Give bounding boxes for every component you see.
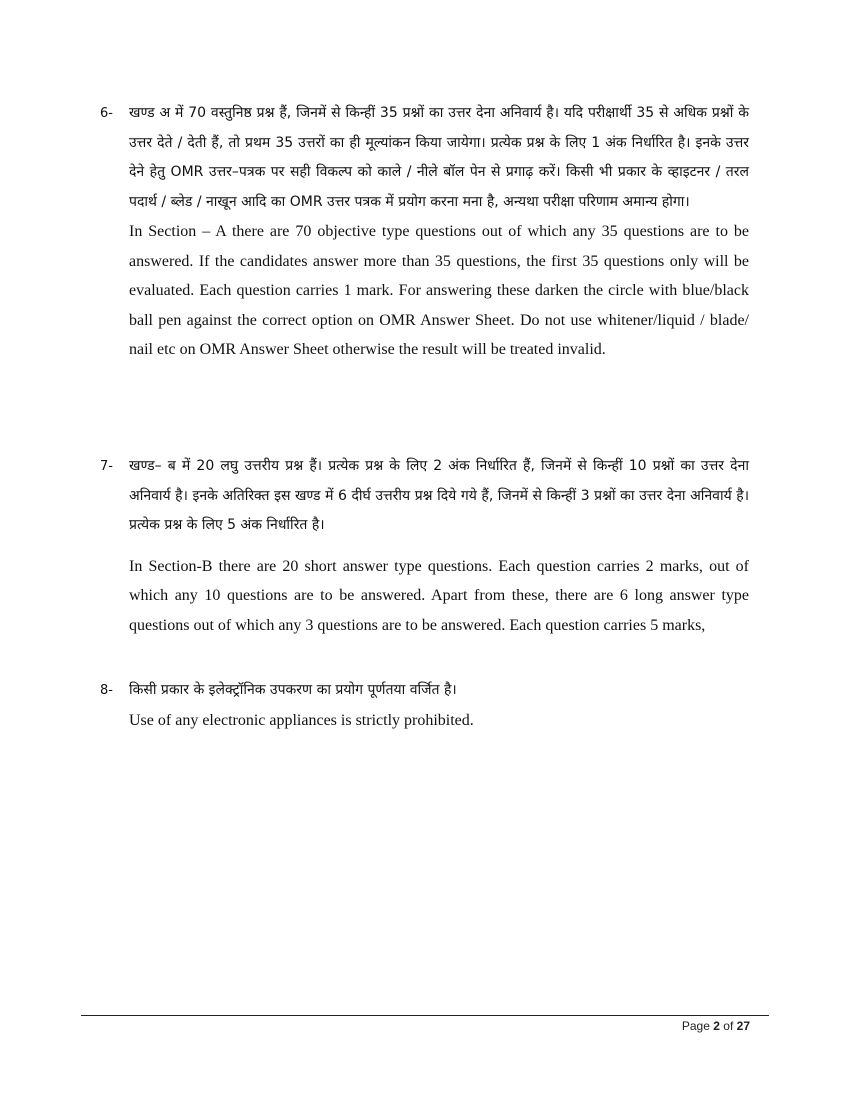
instruction-item-7 <box>100 452 755 640</box>
instruction-number: 7- <box>100 459 113 474</box>
instruction-body <box>129 452 749 640</box>
footer-divider <box>81 1015 769 1016</box>
page-label: Page <box>681 1019 710 1033</box>
instruction-body <box>129 99 749 365</box>
instruction-text-english: Use of any electronic appliances is strictly prohibited. <box>129 711 474 729</box>
instruction-text-english: In Section – A there are 70 objective type questions out of which any 35 questions are to be answered. If the candidates answer more than 35 questions, the first 35 questions only will be evaluated. Each question carries 1 mark. For answering these darken the circle with blue/black ball pen against the correct option on OMR Answer Sheet. Do not use whitener/liquid / blade/ nail etc on OMR Answer Sheet otherwise the result will be treated invalid. <box>129 223 749 358</box>
total-page-count: 27 <box>736 1019 750 1033</box>
current-page-number: 2 <box>713 1019 720 1033</box>
instruction-text-hindi: खण्ड– ब में 20 लघु उत्तरीय प्रश्न हैं। प्रत्येक प्रश्न के लिए 2 अंक निर्धारित हैं, जिनमें से किन्हीं 10 प्रश्नों का उत्तर देना अनिवार्य है। इनके अतिरिक्त इस खण्ड में 6 दीर्घ उत्तरीय प्रश्न दिये गये हैं, जिनमें से किन्हीं 3 प्रश्नों का उत्तर देना अनिवार्य है। प्रत्येक प्रश्न के लिए 5 अंक निर्धारित है। <box>129 458 749 533</box>
instruction-body <box>129 676 749 735</box>
of-label: of <box>723 1019 734 1033</box>
instruction-item-6 <box>100 99 755 365</box>
instruction-number: 8- <box>100 683 113 698</box>
instruction-text-hindi: किसी प्रकार के इलेक्ट्रॉनिक उपकरण का प्रयोग पूर्णतया वर्जित है। <box>129 682 457 698</box>
page-footer <box>682 1019 750 1033</box>
instruction-item-8 <box>100 676 755 735</box>
instruction-number: 6- <box>100 106 113 121</box>
instruction-text-hindi: खण्ड अ में 70 वस्तुनिष्ठ प्रश्न हैं, जिनमें से किन्हीं 35 प्रश्नों का उत्तर देना अनिवार्य है। यदि परीक्षार्थी 35 से अधिक प्रश्नों के उत्तर देते / देती हैं, तो प्रथम 35 उत्तरों का ही मूल्यांकन किया जायेगा। प्रत्येक प्रश्न के लिए 1 अंक निर्धारित है। इनके उत्तर देने हेतु OMR उत्तर–पत्रक पर सही विकल्प को काले / नीले बॉल पेन से प्रगाढ़ करें। किसी भी प्रकार के व्हाइटनर / तरल पदार्थ / ब्लेड / नाखून आदि का OMR उत्तर पत्रक में प्रयोग करना मना है, अन्यथा परीक्षा परिणाम अमान्य होगा। <box>129 105 749 210</box>
instruction-text-english: In Section-B there are 20 short answer type questions. Each question carries 2 marks, out of which any 10 questions are to be answered. Apart from these, there are 6 long answer type questions out of which any 3 questions are to be answered. Each question carries 5 marks, <box>129 557 749 634</box>
